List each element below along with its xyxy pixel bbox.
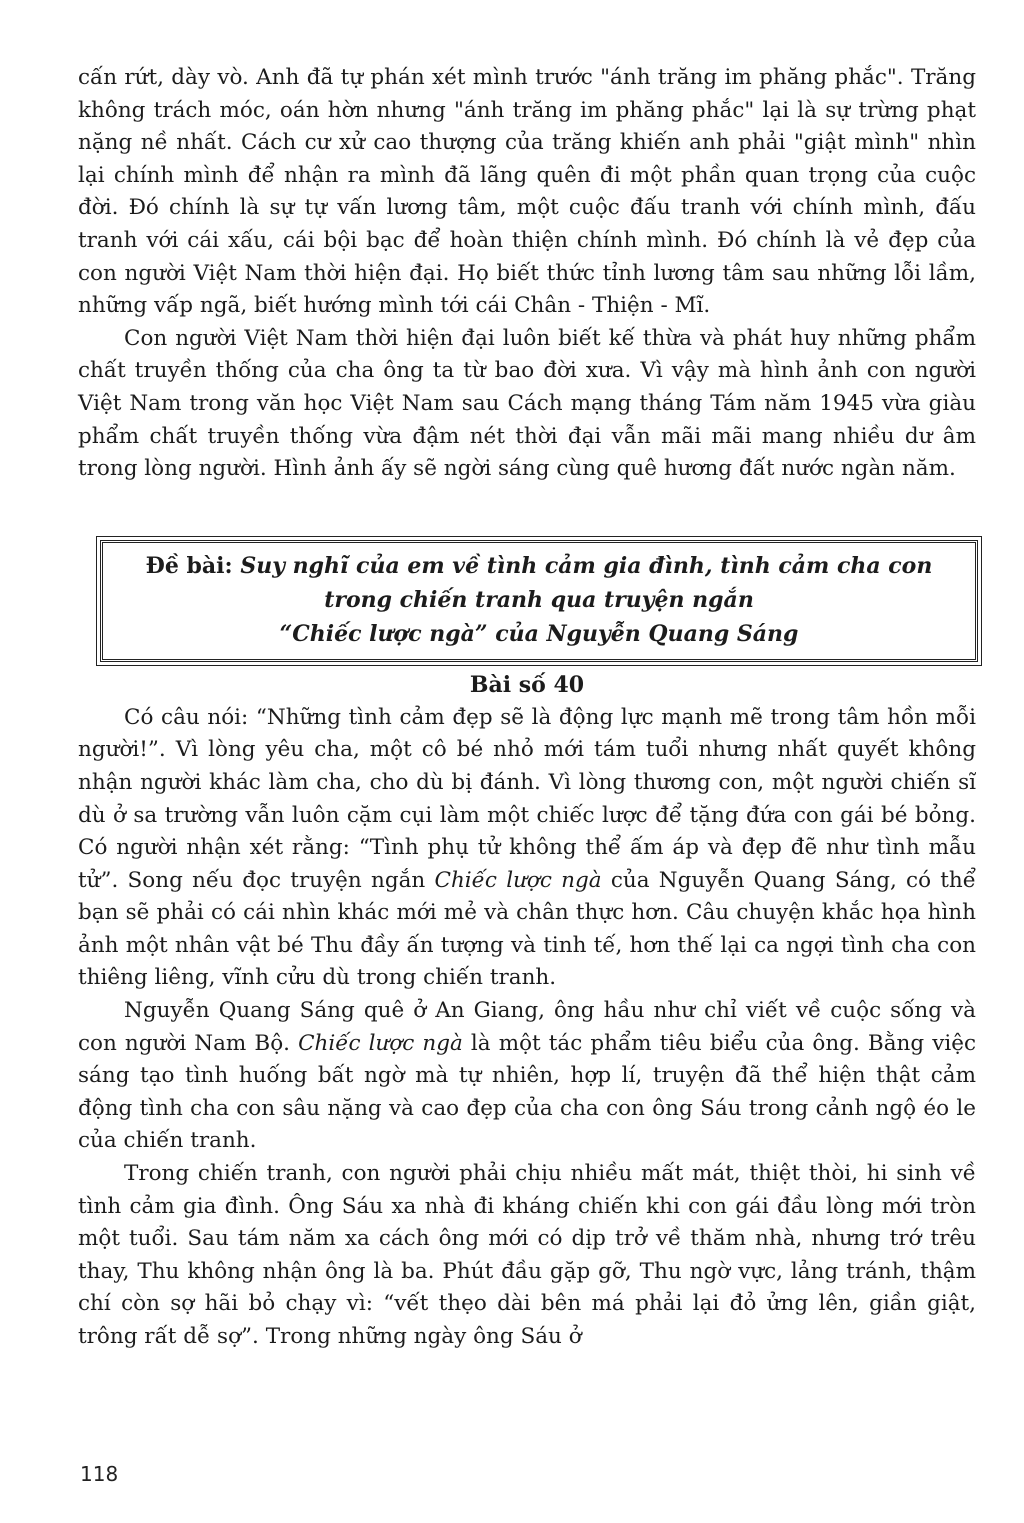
topic-title-line-2: trong chiến tranh qua truyện ngắn bbox=[324, 586, 754, 613]
essay-p2-text-b: là một tác phẩm tiêu biểu của ông. Bằng việc sáng tạo tình huống bất ngờ mà tự nhiên, hợp lí, truyện đã thể hiện thật cảm động tình cha con sâu nặng và cao đẹp của cha con ông Sáu trong cảnh ngộ éo le của chiến tranh. bbox=[78, 1030, 977, 1154]
essay-paragraph-1 bbox=[78, 702, 976, 995]
topic-label: Đề bài: bbox=[145, 552, 233, 579]
intro-paragraph-2: Con người Việt Nam thời hiện đại luôn biết kế thừa và phát huy những phẩm chất truyền thống của cha ông ta từ bao đời xưa. Vì vậy mà hình ảnh con người Việt Nam trong văn học Việt Nam sau Cách mạng tháng Tám năm 1945 vừa giàu phẩm chất truyền thống vừa đậm nét thời đại vẫn mãi mãi mang nhiều dư âm trong lòng người. Hình ảnh ấy sẽ ngời sáng cùng quê hương đất nước ngàn năm. bbox=[78, 325, 976, 482]
page-number: 118 bbox=[80, 1462, 119, 1486]
essay-p1-work-title: Chiếc lược ngà bbox=[434, 867, 602, 893]
essay-paragraph-2 bbox=[78, 995, 976, 1158]
page-content bbox=[78, 62, 976, 1354]
topic-title-line-3: “Chiếc lược ngà” của Nguyễn Quang Sáng bbox=[279, 620, 799, 647]
essay-heading: Bài số 40 bbox=[469, 671, 585, 698]
topic-line-1 bbox=[113, 549, 965, 583]
intro-paragraph-1: cấn rứt, dày vò. Anh đã tự phán xét mình trước "ánh trăng im phăng phắc". Trăng không trách móc, oán hờn nhưng "ánh trăng im phăng phắc" lại là sự trừng phạt nặng nề nhất. Cách cư xử cao thượng của trăng khiến anh phải "giật mình" nhìn lại chính mình để nhận ra mình đã lãng quên đi một phần quan trọng của cuộc đời. Đó chính là sự tự vấn lương tâm, một cuộc đấu tranh với chính mình, đấu tranh với cái xấu, cái bội bạc để hoàn thiện chính mình. Đó chính là vẻ đẹp của con người Việt Nam thời hiện đại. Họ biết thức tỉnh lương tâm sau những lỗi lầm, những vấp ngã, biết hướng mình tới cái Chân - Thiện - Mĩ. bbox=[78, 65, 976, 319]
essay-p1-text-a: Có câu nói: “Những tình cảm đẹp sẽ là động lực mạnh mẽ trong tâm hồn mỗi người!”. Vì lòng yêu cha, một cô bé nhỏ mới tám tuổi nhưng nhất quyết không nhận người khác làm cha, cho dù bị đánh. Vì lòng thương con, một người chiến sĩ dù ở sa trường vẫn luôn cặm cụi làm một chiếc lược để tặng đứa con gái bé bỏng. Có người nhận xét rằng: “Tình phụ tử không thể ấm áp và đẹp đẽ như tình mẫu tử”. Song nếu đọc truyện ngắn bbox=[78, 704, 976, 893]
essay-p2-text-a: Nguyễn Quang Sáng quê ở An Giang, ông hầu như chỉ viết về cuộc sống và con người Nam Bộ. bbox=[78, 998, 976, 1056]
essay-p2-work-title: Chiếc lược ngà bbox=[298, 1030, 463, 1056]
topic-box bbox=[100, 540, 978, 662]
essay-p1-text-b: của Nguyễn Quang Sáng, có thể bạn sẽ phải có cái nhìn khác mới mẻ và chân thực hơn. Câu chuyện khắc họa hình ảnh một nhân vật bé Thu đầy ấn tượng và tinh tế, hơn thế lại ca ngợi tình cha con thiêng liêng, vĩnh cửu dù trong chiến tranh. bbox=[78, 867, 976, 991]
essay-paragraph-3: Trong chiến tranh, con người phải chịu nhiều mất mát, thiệt thòi, hi sinh về tình cảm gia đình. Ông Sáu xa nhà đi kháng chiến khi con gái đầu lòng mới tròn một tuổi. Sau tám năm xa cách ông mới có dịp trở về thăm nhà, nhưng trớ trêu thay, Thu không nhận ông là ba. Phút đầu gặp gỡ, Thu ngờ vực, lảng tránh, thậm chí còn sợ hãi bỏ chạy vì: “vết thẹo dài bên má phải lại đỏ ửng lên, giần giật, trông rất dễ sợ”. Trong những ngày ông Sáu ở bbox=[78, 1161, 976, 1349]
topic-title-line-1: Suy nghĩ của em về tình cảm gia đình, tình cảm cha con bbox=[240, 552, 933, 579]
